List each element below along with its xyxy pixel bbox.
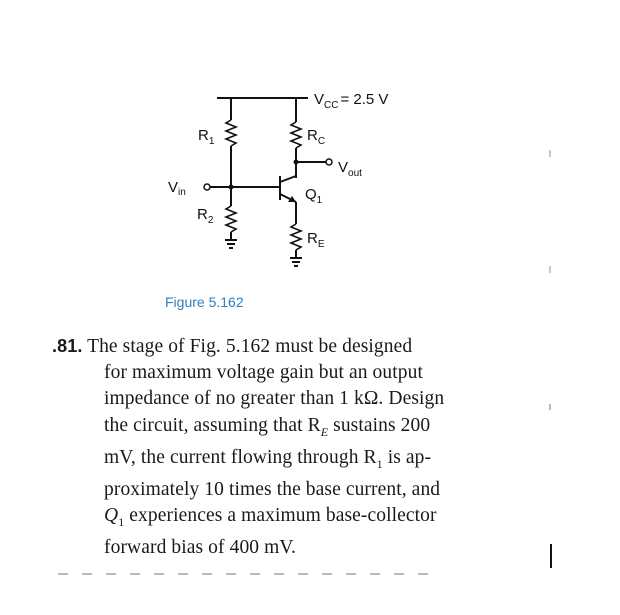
vin-terminal <box>204 184 210 190</box>
transistor-q1 <box>280 176 296 202</box>
r1-resistor <box>226 120 236 146</box>
vin-label: $V_{in}$ <box>168 179 186 198</box>
problem-line-5: mV, the current flowing through $R_1$ is ap- <box>104 446 432 471</box>
r2-label: $R_2$ <box>197 206 214 226</box>
rc-resistor <box>291 122 301 148</box>
ground-r2 <box>225 240 237 248</box>
problem-line-1: .81. The stage of Fig. 5.162 must be designed <box>52 336 413 357</box>
figure-caption: Figure 5.162 <box>165 294 244 310</box>
problem-line-8: forward bias of 400 mV. <box>104 537 297 559</box>
r2-resistor <box>226 206 236 232</box>
edge-mark <box>549 404 551 410</box>
problem-number: .81. <box>52 336 83 356</box>
vcc-label: $V_{CC} = 2.5$ V <box>314 91 389 111</box>
problem-line-6: proximately 10 times the base current, and <box>104 478 441 500</box>
ground-re <box>290 258 302 266</box>
vout-label: $V_{out}$ <box>338 159 362 179</box>
vout-terminal <box>326 159 332 165</box>
r1-label: $R_1$ <box>198 127 215 147</box>
re-resistor <box>291 224 301 250</box>
problem-line-2: for maximum voltage gain but an output <box>104 362 423 384</box>
text-cursor <box>550 544 552 568</box>
q1-label: $Q_1$ <box>305 186 323 206</box>
base-node-dot <box>229 185 234 190</box>
re-label: $R_E$ <box>307 230 325 250</box>
page-dash-rule <box>58 573 438 575</box>
rc-label: $R_C$ <box>307 127 326 147</box>
problem-text <box>52 333 532 561</box>
problem-line-3: impedance of no greater than 1 kΩ. Design <box>104 388 445 410</box>
problem-line-4: the circuit, assuming that $R_E$ sustains 200 <box>104 414 431 439</box>
problem-line-7: $Q_1$ experiences a maximum base-collector <box>104 505 437 529</box>
